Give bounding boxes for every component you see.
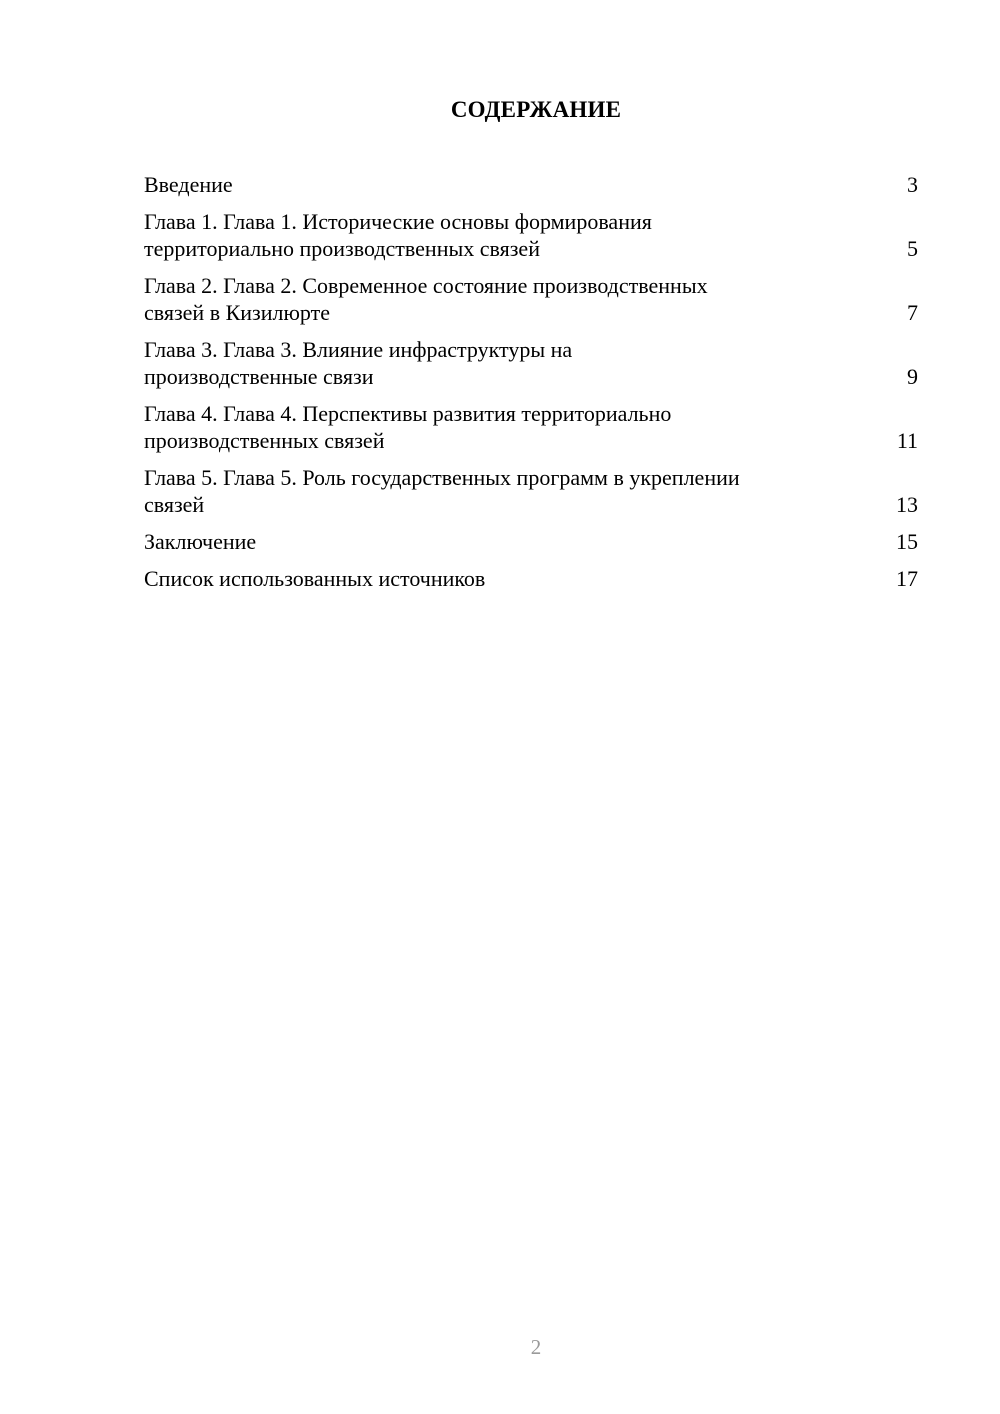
toc-entry-page-number: 15 bbox=[896, 529, 918, 554]
toc-entry-label bbox=[144, 565, 888, 592]
toc-entry-label-line: Заключение bbox=[144, 529, 257, 554]
toc-entry-label bbox=[144, 272, 888, 326]
toc-entry-chapter-1[interactable] bbox=[144, 208, 918, 262]
toc-entry-chapter-2[interactable] bbox=[144, 272, 918, 326]
toc-entry-label-line: связей bbox=[144, 492, 205, 517]
toc-entry-label-line: Глава 2. Глава 2. Современное состояние производственных bbox=[144, 273, 708, 298]
toc-entry-label-line: Глава 5. Глава 5. Роль государственных программ в укреплении bbox=[144, 465, 740, 490]
page-title: СОДЕРЖАНИЕ bbox=[450, 97, 622, 122]
toc-entry-label-line: производственные связи bbox=[144, 364, 374, 389]
toc-entry-references[interactable] bbox=[144, 565, 918, 592]
toc-entry-page-number: 3 bbox=[907, 172, 918, 197]
toc-entry-page-number: 7 bbox=[907, 300, 918, 325]
toc-entry-label-line: производственных связей bbox=[144, 428, 385, 453]
toc-entry-label-line: Глава 1. Глава 1. Исторические основы формирования bbox=[144, 209, 652, 234]
toc-entry-page-number: 9 bbox=[907, 364, 918, 389]
toc-entry-page-number: 13 bbox=[896, 492, 918, 517]
toc-entry-label bbox=[144, 171, 888, 198]
toc-entry-label-line: связей в Кизилюрте bbox=[144, 300, 331, 325]
toc-entry-label bbox=[144, 336, 888, 390]
toc-entry-label-line: Глава 3. Глава 3. Влияние инфраструктуры на bbox=[144, 337, 573, 362]
toc-entry-label bbox=[144, 400, 888, 454]
toc-entry-conclusion[interactable] bbox=[144, 528, 918, 555]
footer-page-number: 2 bbox=[530, 1335, 542, 1359]
toc-entry-label-line: территориально производственных связей bbox=[144, 236, 540, 261]
toc-entry-label-line: Список использованных источников bbox=[144, 566, 486, 591]
toc-entry-page-number: 5 bbox=[907, 236, 918, 261]
toc-entry-label-line: Введение bbox=[144, 172, 233, 197]
table-of-contents bbox=[144, 171, 918, 602]
toc-entry-chapter-4[interactable] bbox=[144, 400, 918, 454]
toc-entry-page-number: 11 bbox=[896, 428, 918, 453]
toc-entry-label bbox=[144, 464, 888, 518]
toc-entry-label bbox=[144, 528, 888, 555]
toc-entry-label bbox=[144, 208, 888, 262]
toc-entry-page-number: 17 bbox=[896, 566, 918, 591]
toc-entry-chapter-3[interactable] bbox=[144, 336, 918, 390]
toc-entry-chapter-5[interactable] bbox=[144, 464, 918, 518]
toc-entry-label-line: Глава 4. Глава 4. Перспективы развития территориально bbox=[144, 401, 672, 426]
toc-entry-introduction[interactable] bbox=[144, 171, 918, 198]
